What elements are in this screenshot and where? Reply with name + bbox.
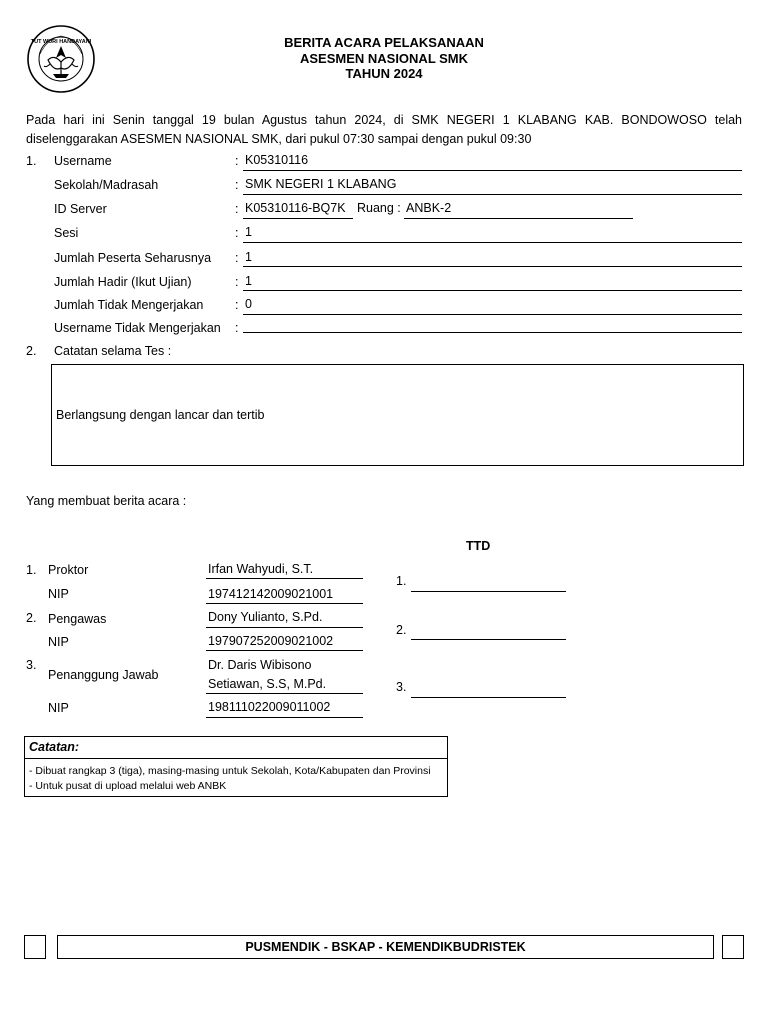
field-value-username: K05310116 [245, 153, 309, 167]
field-label-username: Username [54, 154, 112, 168]
catatan-box [24, 736, 448, 797]
signature-line [411, 591, 566, 592]
colon: : [235, 321, 239, 335]
doc-title-line2: ASESMEN NASIONAL SMK [299, 51, 469, 66]
signers-intro: Yang membuat berita acara : [26, 494, 187, 508]
signer-underline [206, 650, 363, 651]
signer-name-line1: Dr. Daris Wibisono [208, 658, 312, 672]
field-value-jumlah-peserta: 1 [245, 250, 252, 264]
footer-banner: PUSMENDIK - BSKAP - KEMENDIKBUDRISTEK [57, 935, 714, 959]
catatan-item: - Dibuat rangkap 3 (tiga), masing-masing untuk Sekolah, Kota/Kabupaten dan Provinsi [29, 765, 431, 777]
field-value-sesi: 1 [245, 225, 252, 239]
signature-number: 1. [396, 574, 407, 588]
signer-underline [206, 627, 363, 628]
catatan-title: Catatan: [25, 737, 447, 759]
signer-nip-pengawas: 197907252009021002 [208, 634, 334, 648]
signer-role-proktor: Proktor [48, 563, 89, 577]
field-value-jumlah-tidak: 0 [245, 297, 252, 311]
colon: : [235, 178, 239, 192]
field-value-jumlah-hadir: 1 [245, 274, 252, 288]
signer-nip-penanggung-jawab: 198111022009011002 [208, 700, 331, 714]
notes-box [51, 364, 744, 466]
field-underline [404, 218, 633, 219]
signature-number: 3. [396, 680, 407, 694]
field-underline [243, 314, 742, 315]
signer-role-pengawas: Pengawas [48, 612, 107, 626]
signer-underline [206, 717, 363, 718]
signer-nip-proktor: 197412142009021001 [208, 587, 334, 601]
field-label-ruang: Ruang : [357, 201, 401, 215]
colon: : [235, 298, 239, 312]
signature-line [411, 697, 566, 698]
field-label-id-server: ID Server [54, 202, 107, 216]
field-label-sesi: Sesi [54, 226, 79, 240]
signature-line [411, 639, 566, 640]
signature-number: 2. [396, 623, 407, 637]
field-label-jumlah-tidak: Jumlah Tidak Mengerjakan [54, 298, 204, 312]
field-underline [243, 194, 742, 195]
signer-name-pengawas: Dony Yulianto, S.Pd. [208, 610, 323, 624]
intro-paragraph: Pada hari ini Senin tanggal 19 bulan Agustus tahun 2024, di SMK NEGERI 1 KLABANG KAB. BONDOWOSO telah diselenggarakan ASESMEN NASIONAL SMK, dari pukul 07:30 sampai dengan pukul 09:30 [26, 113, 742, 146]
colon: : [235, 202, 239, 216]
nip-label: NIP [48, 587, 69, 601]
signer-name-line2: Setiawan, S.S, M.Pd. [208, 677, 327, 691]
field-underline [243, 242, 742, 243]
doc-title-line3: TAHUN 2024 [345, 66, 423, 81]
logo-text: TUT WURI HANDAYANI [30, 39, 92, 45]
signer-number: 2. [26, 611, 37, 625]
colon: : [235, 226, 239, 240]
field-label-jumlah-peserta: Jumlah Peserta Seharusnya [54, 251, 212, 265]
field-label-sekolah: Sekolah/Madrasah [54, 178, 159, 192]
footer-left-box [24, 935, 46, 959]
field-underline [243, 332, 742, 333]
field-underline [243, 290, 742, 291]
section-number-2: 2. [26, 344, 37, 358]
signer-underline [206, 693, 363, 694]
section-number-1: 1. [26, 154, 37, 168]
field-underline [243, 266, 742, 267]
colon: : [235, 275, 239, 289]
section2-label: Catatan selama Tes : [54, 344, 172, 358]
field-label-jumlah-hadir: Jumlah Hadir (Ikut Ujian) [54, 275, 192, 289]
signer-number: 3. [26, 658, 37, 672]
notes-text: Berlangsung dengan lancar dan tertib [56, 408, 265, 422]
footer-right-box [722, 935, 744, 959]
catatan-item: - Untuk pusat di upload melalui web ANBK [29, 780, 227, 792]
nip-label: NIP [48, 635, 69, 649]
field-value-id-server: K05310116-BQ7K [245, 201, 346, 215]
doc-title-line1: BERITA ACARA PELAKSANAAN [284, 35, 484, 50]
signer-number: 1. [26, 563, 37, 577]
field-underline [243, 218, 353, 219]
colon: : [235, 154, 239, 168]
colon: : [235, 251, 239, 265]
field-label-username-tidak: Username Tidak Mengerjakan [54, 321, 221, 335]
ttd-heading: TTD [466, 539, 491, 553]
signer-role-penanggung-jawab: Penanggung Jawab [48, 668, 159, 682]
field-value-ruang: ANBK-2 [406, 201, 452, 215]
nip-label: NIP [48, 701, 69, 715]
signer-underline [206, 603, 363, 604]
field-underline [243, 170, 742, 171]
field-value-sekolah: SMK NEGERI 1 KLABANG [245, 177, 397, 191]
signer-name-proktor: Irfan Wahyudi, S.T. [208, 562, 314, 576]
signer-underline [206, 578, 363, 579]
